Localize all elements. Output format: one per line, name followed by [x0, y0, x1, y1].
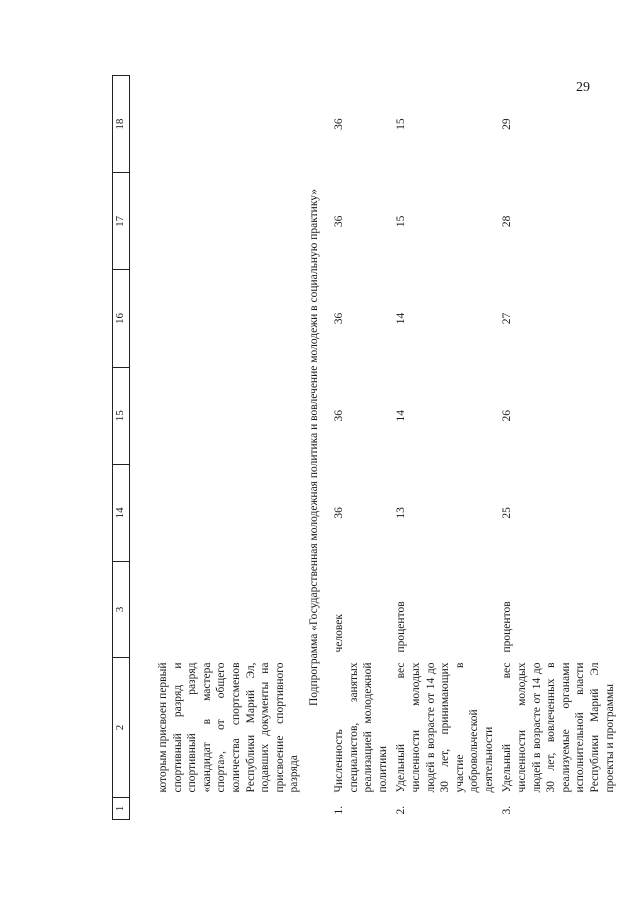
column-header: 14 [113, 464, 130, 561]
unit: человек [332, 614, 345, 653]
value-cell: 15 [395, 118, 408, 130]
value-cell: 36 [332, 118, 345, 130]
indicator-name: Удельный вес численности молодых людей в возрасте от 14 до 30 лет, принимающих участие в добровольческой деятельности [395, 662, 495, 793]
column-header: 17 [113, 173, 130, 270]
indicators-table [112, 75, 619, 820]
table-row [330, 76, 392, 820]
subprogram-heading-row [304, 76, 330, 820]
column-header: 2 [113, 658, 130, 798]
table-row [498, 76, 619, 820]
value-cell: 13 [395, 507, 408, 519]
value-cell: 14 [395, 409, 408, 422]
value-cell: 27 [501, 312, 514, 325]
value-cell: 15 [395, 215, 408, 228]
row-number: 1. [332, 805, 345, 815]
table-header-row [113, 76, 130, 820]
subprogram-title: Подпрограмма «Государственная молодежная политика и вовлечение молодежи в социальную практику» [307, 188, 320, 707]
value-cell: 14 [395, 312, 408, 325]
column-header: 3 [113, 562, 130, 658]
indicator-name: Удельный вес численности молодых людей в возрасте от 14 до 30 лет, вовлеченных в реализуемые органами исполнительной власти Республики Марий Эл проекты и программы [501, 662, 616, 793]
value-cell: 25 [501, 507, 514, 519]
page-number: 29 [576, 80, 590, 95]
continuation-text: которым присвоен первый спортивный разряд и спортивный разряд «кандидат в мастера спорта», от общего количества спортсменов Республики Марий Эл, подавших документы на присвоение спортивного разряда [157, 662, 301, 793]
value-cell: 26 [501, 409, 514, 422]
row-number: 2. [395, 805, 408, 815]
unit: процентов [501, 601, 514, 653]
column-header: 1 [113, 798, 130, 820]
continuation-row [130, 76, 304, 820]
value-cell: 36 [332, 215, 345, 228]
table-row [392, 76, 498, 820]
value-cell: 28 [501, 215, 514, 228]
value-cell: 29 [501, 118, 514, 130]
column-header: 16 [113, 270, 130, 367]
row-number: 3. [501, 805, 514, 815]
value-cell: 36 [332, 312, 345, 325]
unit: процентов [395, 601, 408, 653]
value-cell: 36 [332, 409, 345, 422]
rotated-table-container [112, 75, 616, 820]
indicator-name: Численность специалистов, занятых реализацией молодежной политики [332, 662, 389, 793]
value-cell: 36 [332, 507, 345, 519]
column-header: 18 [113, 76, 130, 173]
column-header: 15 [113, 367, 130, 464]
